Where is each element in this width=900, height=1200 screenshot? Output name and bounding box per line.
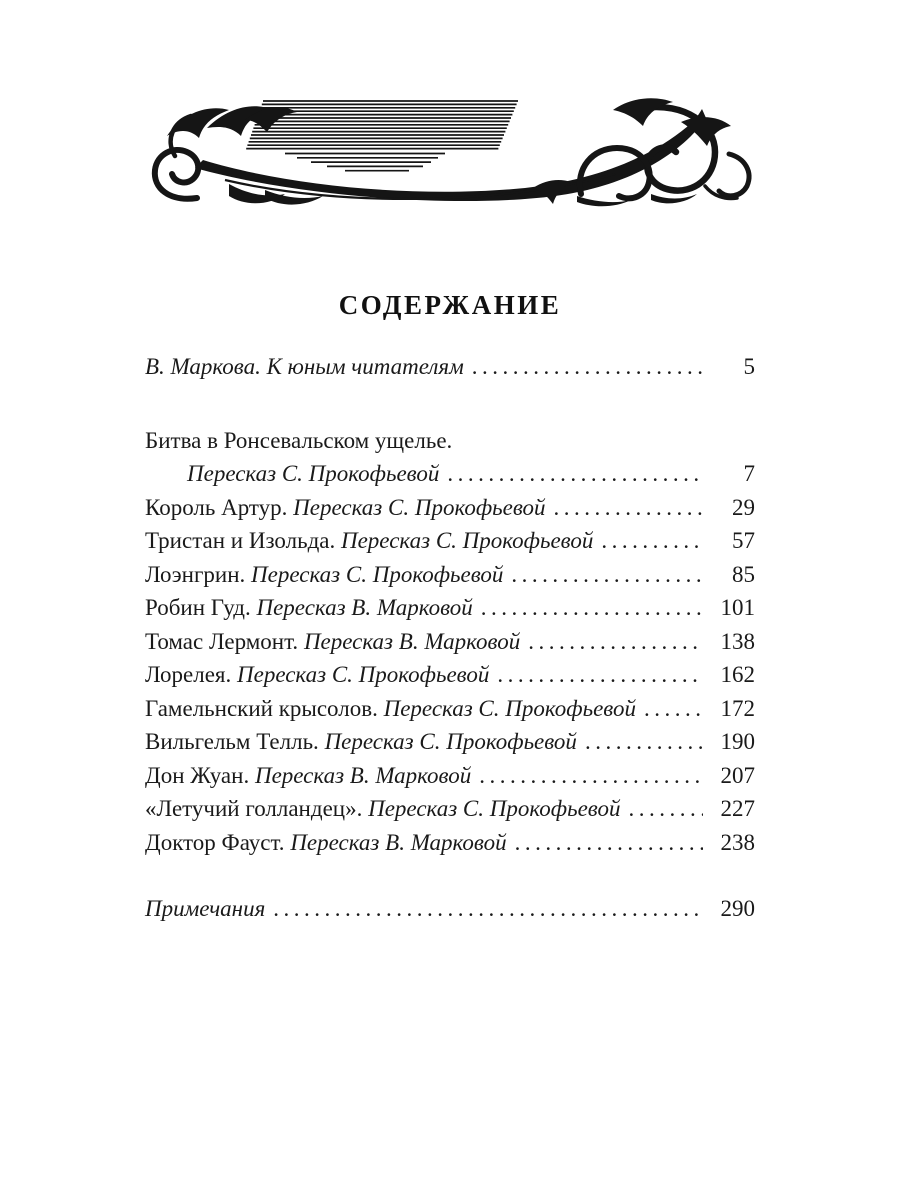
- toc-entry: [145, 792, 755, 826]
- toc-entry-title-roman: «Летучий голландец».: [145, 796, 369, 821]
- toc-entry-title-roman: Битва в Ронсевальском ущелье.: [145, 427, 453, 453]
- toc-entry-title: [145, 625, 520, 659]
- toc-entry: [145, 892, 755, 926]
- toc-entry-rendition: Примечания: [145, 896, 266, 921]
- toc-entry-page-number: 7: [743, 461, 755, 486]
- toc-entry-title: [187, 457, 439, 491]
- toc-entry-title: [145, 350, 464, 384]
- toc-entry-title: [145, 826, 507, 860]
- toc-list: [145, 350, 755, 926]
- dot-leader: [497, 658, 703, 692]
- toc-entry-rendition: В. Маркова. К юным читателям: [145, 354, 464, 379]
- toc-entry-title-roman: Дон Жуан.: [145, 762, 255, 788]
- toc-entry-title-roman: Тристан и Изольда.: [145, 528, 341, 553]
- toc-entry-rendition: Пересказ С. Прокофьевой: [340, 528, 594, 553]
- toc-entry-rendition: Пересказ С. Прокофьевой: [368, 796, 621, 821]
- toc-entry: [145, 457, 755, 491]
- toc-entry-title-roman: Доктор Фауст.: [145, 829, 291, 855]
- toc-entry-page-number: 5: [743, 354, 755, 379]
- toc-entry-title: [145, 424, 452, 458]
- toc-entry: [145, 424, 755, 458]
- toc-entry-page-number: 57: [732, 528, 755, 553]
- dot-leader: [447, 457, 703, 491]
- toc-entry: [145, 658, 755, 692]
- dot-leader: [628, 792, 703, 826]
- toc-entry-title: [145, 491, 546, 525]
- toc-entry: [145, 591, 755, 625]
- dot-leader: [644, 692, 703, 726]
- toc-entry: [145, 558, 755, 592]
- dot-leader: [554, 491, 703, 525]
- toc-entry-page-number: 85: [732, 561, 755, 587]
- toc-entry: [145, 350, 755, 384]
- toc-entry-title: [145, 692, 636, 726]
- dot-leader: [511, 558, 703, 592]
- toc-entry-title: [145, 524, 593, 558]
- toc-entry-title: [145, 759, 471, 793]
- toc-entry: [145, 692, 755, 726]
- toc-entry-rendition: Пересказ С. Прокофьевой: [293, 494, 546, 520]
- toc-entry-title-roman: Робин Гуд.: [145, 595, 257, 620]
- toc-entry-title: [145, 725, 577, 759]
- toc-entry-rendition: Пересказ С. Прокофьевой: [251, 561, 504, 587]
- toc-entry-title-roman: Гамельнский крысолов.: [145, 695, 384, 721]
- toc-entry-title: [145, 792, 620, 826]
- toc-entry-title: [145, 558, 503, 592]
- toc-entry-rendition: Пересказ В. Марковой: [290, 829, 507, 855]
- toc-entry-rendition: Пересказ С. Прокофьевой: [187, 461, 440, 486]
- toc-entry-page-number: 29: [732, 494, 755, 520]
- toc-entry-page-number: 207: [720, 762, 755, 788]
- dot-leader: [585, 725, 703, 759]
- dot-leader: [515, 826, 703, 860]
- toc-entry-title: [145, 658, 489, 692]
- toc-entry-page-number: 290: [720, 896, 755, 921]
- toc-entry-title: [145, 892, 265, 926]
- toc-entry-rendition: Пересказ В. Марковой: [303, 628, 521, 654]
- dot-leader: [601, 524, 703, 558]
- toc-entry: [145, 625, 755, 659]
- toc-entry-rendition: Пересказ В. Марковой: [256, 595, 473, 620]
- dot-leader: [479, 759, 703, 793]
- toc-entry: [145, 491, 755, 525]
- toc-entry-title: [145, 591, 473, 625]
- headpiece-ornament-graphic: [145, 96, 757, 208]
- dot-leader: [481, 591, 703, 625]
- toc-entry-rendition: Пересказ С. Прокофьевой: [383, 695, 636, 721]
- toc-entry-title-roman: Вильгельм Телль.: [145, 729, 325, 754]
- toc-entry-page-number: 138: [720, 628, 755, 654]
- dot-leader: [528, 625, 703, 659]
- toc-entry-title-roman: Король Артур.: [145, 494, 294, 520]
- toc-entry-page-number: 190: [720, 729, 755, 754]
- toc-entry-rendition: Пересказ В. Марковой: [254, 762, 472, 788]
- toc-entry-page-number: 101: [720, 595, 755, 620]
- dot-leader: [273, 892, 703, 926]
- toc-entry-rendition: Пересказ С. Прокофьевой: [324, 729, 577, 754]
- dot-leader: [472, 350, 703, 384]
- header-ornament: [145, 96, 757, 208]
- toc-entry: [145, 826, 755, 860]
- toc-entry-title-roman: Лорелея.: [145, 662, 237, 687]
- toc-entry: [145, 524, 755, 558]
- page-content: [145, 0, 755, 926]
- toc-entry-page-number: 238: [720, 829, 755, 855]
- toc-entry-rendition: Пересказ С. Прокофьевой: [237, 662, 490, 687]
- toc-entry-title-roman: Лоэнгрин.: [145, 561, 252, 587]
- page-title: СОДЕРЖАНИЕ: [338, 290, 562, 320]
- toc-entry-page-number: 227: [720, 796, 755, 821]
- toc-entry: [145, 725, 755, 759]
- toc-entry-page-number: 162: [720, 662, 755, 687]
- toc-entry-title-roman: Томас Лермонт.: [145, 628, 304, 654]
- toc-entry: [145, 759, 755, 793]
- toc-entry-page-number: 172: [720, 695, 755, 721]
